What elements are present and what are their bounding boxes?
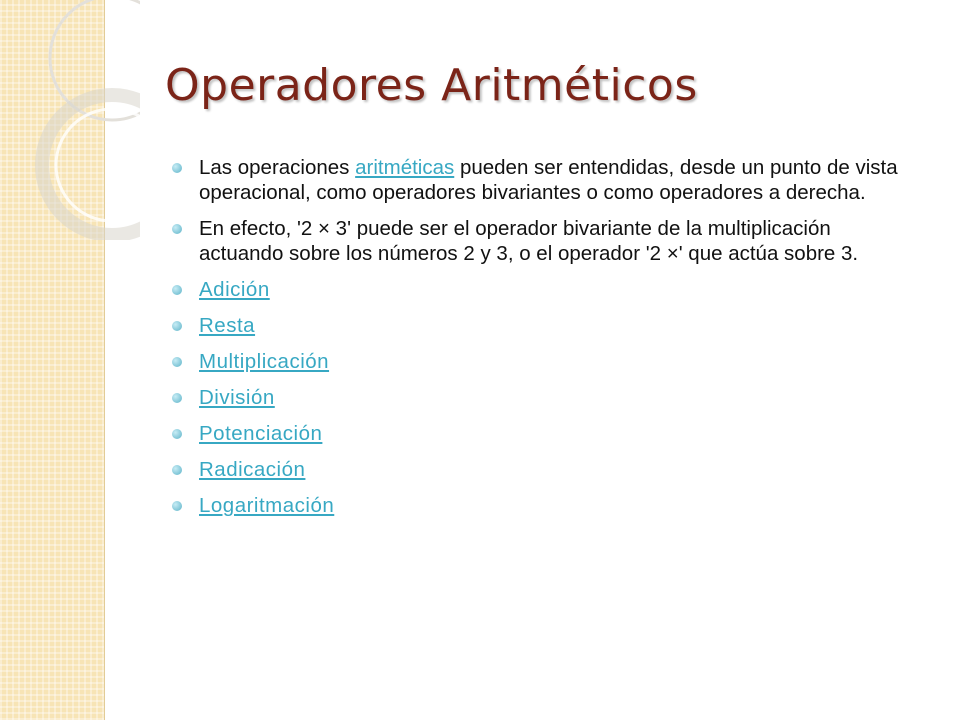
list-item — [172, 277, 907, 302]
slide-title: Operadores Aritméticos — [165, 60, 698, 111]
bullet-icon — [172, 429, 182, 439]
bullet-icon — [172, 357, 182, 367]
list-item — [172, 457, 907, 482]
list-item — [172, 385, 907, 410]
link-radicacion[interactable]: Radicación — [199, 458, 306, 481]
slide-content — [172, 155, 907, 529]
list-item — [172, 313, 907, 338]
decorative-rings — [0, 0, 140, 240]
paragraph-item — [172, 155, 907, 205]
paragraph-text: Las operaciones — [199, 156, 356, 179]
link-multiplicacion[interactable]: Multiplicación — [199, 350, 330, 373]
link-aritmeticas[interactable]: aritméticas — [355, 156, 455, 179]
link-division[interactable]: División — [199, 386, 275, 409]
bullet-icon — [172, 163, 182, 173]
paragraph-text: En efecto, '2 × 3' puede ser el operador bivariante de la multiplicación actuando sobre los números 2 y 3, o el operador '2 ×' que actúa sobre 3. — [199, 217, 859, 265]
bullet-icon — [172, 393, 182, 403]
bullet-icon — [172, 501, 182, 511]
bullet-icon — [172, 321, 182, 331]
bullet-icon — [172, 224, 182, 234]
list-item — [172, 493, 907, 518]
list-item — [172, 349, 907, 374]
paragraph-text: pueden ser entendidas, desde un punto de vista operacional, como operadores bivariantes o como operadores a derecha. — [199, 156, 898, 204]
paragraph-item — [172, 216, 907, 266]
bullet-list — [172, 155, 907, 518]
ring-bottom-inner — [56, 109, 140, 221]
bullet-icon — [172, 465, 182, 475]
link-resta[interactable]: Resta — [199, 314, 256, 337]
bullet-icon — [172, 285, 182, 295]
link-potenciacion[interactable]: Potenciación — [199, 422, 323, 445]
list-item — [172, 421, 907, 446]
link-adicion[interactable]: Adición — [199, 278, 270, 301]
link-logaritmacion[interactable]: Logaritmación — [199, 494, 335, 517]
